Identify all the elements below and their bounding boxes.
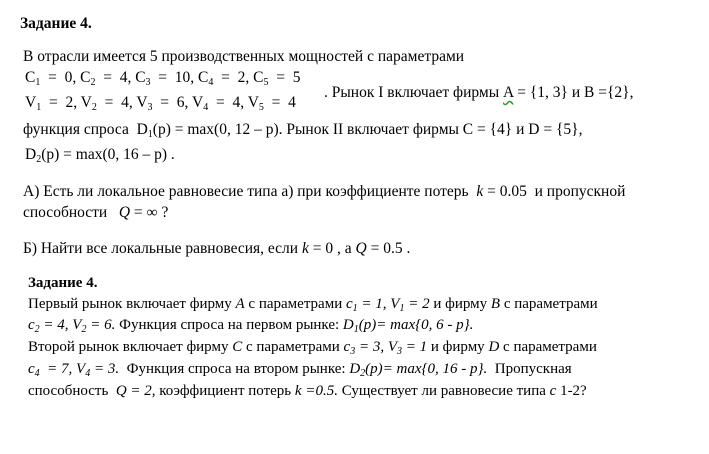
question-b-text: Б) Найти все локальные равновесия, если (23, 240, 299, 257)
question-a-line2 (23, 205, 168, 221)
v1-value: 2 (65, 94, 74, 111)
task2-line1: Первый рынок включает фирму A с параметрами $c_1 = 1$, $V_1 = 2$ и фирму B с параметрами (28, 296, 598, 314)
demand1-rhs: (p) = max(0, 12 – p) (152, 121, 279, 138)
market1-text: . Рынок I включает фирмы (324, 84, 500, 101)
task2-heading: Задание 4. (28, 275, 98, 291)
v2-value: 4 (121, 94, 129, 111)
market2-text: . Рынок II включает фирмы C = {4} и D = {5}, (278, 121, 583, 138)
c4-value: 2 (237, 69, 246, 86)
v4-value: 4 (232, 94, 241, 111)
firm-b-set: B ={2}, (584, 84, 634, 101)
task2-line4: $c_4 = 7$, $V_4 = 3$. Функция спроса на втором рынке: $D_2(p)= \max\{0$, 16 - p}. Пропускная (28, 361, 572, 379)
task2-line2: $c_2 = 4$, $V_2 = 6$. Функция спроса на первом рынке: $D_1(p)= \max\{0$, 6 - p}. (28, 317, 474, 335)
task1-intro: В отрасли имеется 5 производственных мощностей с параметрами (23, 48, 465, 65)
question-b-q: = 0.5 . (370, 240, 411, 257)
question-b-k: = 0 (312, 240, 334, 257)
k-value: = 0.05 (487, 183, 527, 200)
question-a-line1 (23, 184, 625, 200)
v5-value: 4 (288, 94, 296, 111)
c3-value: 10 (174, 69, 191, 86)
q-symbol: Q (118, 204, 131, 221)
k-symbol: k (476, 183, 484, 200)
market1-line (324, 85, 633, 101)
task1-heading: Задание 4. (20, 15, 92, 32)
question-a-line2-text: способности (23, 204, 108, 221)
c-params-line: $C_1 = 0$, $C_2 = 4$, $C_3 = 10$, $C_4 = 2$, $C_5 = 5$ (25, 69, 301, 88)
demand2-rhs: (p) = max(0, 16 – p) . (41, 146, 175, 163)
demand-label: функция спроса (23, 121, 129, 138)
question-a-mid: и пропускной (534, 183, 626, 200)
c2-value: 4 (119, 69, 128, 86)
c1-value: 0 (64, 69, 73, 86)
question-b-a: , а (336, 240, 352, 257)
and-word: и (571, 84, 581, 101)
demand2-line: $D_2(p) = \max(0$, 16 – p) . (25, 146, 175, 165)
q-infinity: = ∞ ? (133, 204, 169, 221)
demand1-lhs: D (136, 121, 148, 138)
v3-value: 6 (176, 94, 185, 111)
firm-a-set: = {1, 3} (517, 84, 568, 101)
v-params-line: $V_1 = 2$, $V_2 = 4$, $V_3 = 6$, $V_4 = 4$, $V_5 = 4$ (25, 94, 296, 113)
firm-a-label: A (503, 84, 514, 101)
question-b-line: Б) Найти все локальные равновесия, если k = 0 , а Q = 0.5 . (23, 240, 411, 257)
task2-line5: способность Q = 2, коэффициент потерь k =0.5. Существует ли равновесие типа c 1-2? (28, 383, 587, 399)
c5-value: 5 (292, 69, 301, 86)
question-a-text: А) Есть ли локальное равновесие типа а) при коэффициенте потерь (23, 183, 469, 200)
demand1-line: функция спроса $D_1(p) = \max(0$, 12 – p). Рынок II включает фирмы C = {4} и D = {5}, (23, 121, 583, 140)
task2-line3: Второй рынок включает фирму C с параметрами $c_3 = 3$, $V_3 = 1$ и фирму D с параметрами (28, 339, 597, 357)
